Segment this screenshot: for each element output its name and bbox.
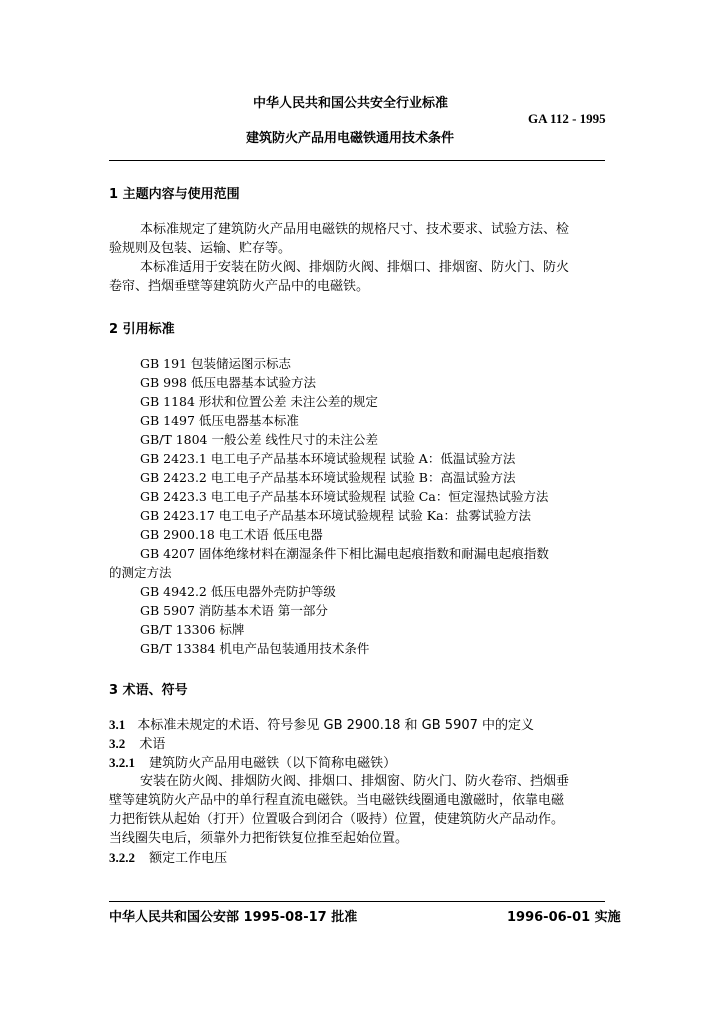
clause-3-2-text: 术语 <box>139 737 166 752</box>
reference-item: GB 1184 形状和位置公差 未注公差的规定 <box>140 394 378 409</box>
clause-3-2-2-number: 3.2.2 <box>109 850 135 865</box>
standard-category: 中华人民共和国公共安全行业标准 <box>253 96 449 111</box>
clause-3-2-1-number: 3.2.1 <box>109 755 135 770</box>
reference-item: GB/T 13306 标牌 <box>140 622 245 637</box>
reference-item-gb4207-line-1: GB 4207 固体绝缘材料在潮湿条件下相比漏电起痕指数和耐漏电起痕指数 <box>140 546 549 561</box>
clause-3-2-2-text: 额定工作电压 <box>149 851 228 866</box>
section-1-para-2-line-1: 本标准适用于安装在防火阀、排烟防火阀、排烟口、排烟窗、防火门、防火 <box>140 260 570 275</box>
clause-3-2-1-body-line-1: 安装在防火阀、排烟防火阀、排烟口、排烟窗、防火门、防火卷帘、挡烟垂 <box>140 774 570 789</box>
clause-3-2-1-text: 建筑防火产品用电磁铁（以下简称电磁铁） <box>149 756 397 771</box>
clause-3-2 <box>109 734 165 754</box>
clause-3-2-1 <box>109 753 396 773</box>
reference-item: GB 2423.2 电工电子产品基本环境试验规程 试验 B：高温试验方法 <box>140 470 516 485</box>
section-1-heading: 1 主题内容与使用范围 <box>109 187 240 202</box>
reference-item: GB/T 13384 机电产品包装通用技术条件 <box>140 641 370 656</box>
clause-3-2-2 <box>109 848 227 868</box>
footer-effective-date: 1996-06-01 实施 <box>507 910 621 925</box>
clause-3-1 <box>109 715 534 735</box>
reference-item: GB 2423.17 电工电子产品基本环境试验规程 试验 Ka：盐雾试验方法 <box>140 508 532 523</box>
section-1-para-1-line-1: 本标准规定了建筑防火产品用电磁铁的规格尺寸、技术要求、试验方法、检 <box>140 222 570 237</box>
reference-item: GB 2423.3 电工电子产品基本环境试验规程 试验 Ca：恒定湿热试验方法 <box>140 489 549 504</box>
document-title: 建筑防火产品用电磁铁通用技术条件 <box>246 131 455 146</box>
reference-item: GB 2900.18 电工术语 低压电器 <box>140 527 323 542</box>
header-divider <box>109 160 605 161</box>
reference-item: GB 998 低压电器基本试验方法 <box>140 375 316 390</box>
reference-item: GB 1497 低压电器基本标准 <box>140 413 299 428</box>
standard-code: GA 112 - 1995 <box>528 111 606 126</box>
clause-3-1-number: 3.1 <box>109 717 126 732</box>
clause-3-2-1-body-line-4: 当线圈失电后，须靠外力把衔铁复位推至起始位置。 <box>109 831 409 846</box>
reference-item: GB 2423.1 电工电子产品基本环境试验规程 试验 A：低温试验方法 <box>140 451 516 466</box>
clause-3-2-number: 3.2 <box>109 736 126 751</box>
footer-divider <box>109 901 605 902</box>
reference-item-gb4207-line-2: 的测定方法 <box>109 565 172 580</box>
clause-3-2-1-body-line-3: 力把衔铁从起始（打开）位置吸合到闭合（吸持）位置，使建筑防火产品动作。 <box>109 812 565 827</box>
section-1-para-2-line-2: 卷帘、挡烟垂壁等建筑防火产品中的电磁铁。 <box>109 279 370 294</box>
reference-item: GB 5907 消防基本术语 第一部分 <box>140 603 328 618</box>
section-3-heading: 3 术语、符号 <box>109 683 188 698</box>
section-2-heading: 2 引用标准 <box>109 322 175 337</box>
reference-item: GB 191 包装储运图示标志 <box>140 356 291 371</box>
clause-3-1-text: 本标准未规定的术语、符号参见 GB 2900.18 和 GB 5907 中的定义 <box>137 718 535 733</box>
reference-item: GB 4942.2 低压电器外壳防护等级 <box>140 584 336 599</box>
clause-3-2-1-body-line-2: 壁等建筑防火产品中的单行程直流电磁铁。当电磁铁线圈通电激磁时，依靠电磁 <box>109 793 565 808</box>
reference-item: GB/T 1804 一般公差 线性尺寸的未注公差 <box>140 432 378 447</box>
section-1-para-1-line-2: 验规则及包装、运输、贮存等。 <box>109 241 292 256</box>
footer-issuer: 中华人民共和国公安部 1995-08-17 批准 <box>109 910 358 925</box>
